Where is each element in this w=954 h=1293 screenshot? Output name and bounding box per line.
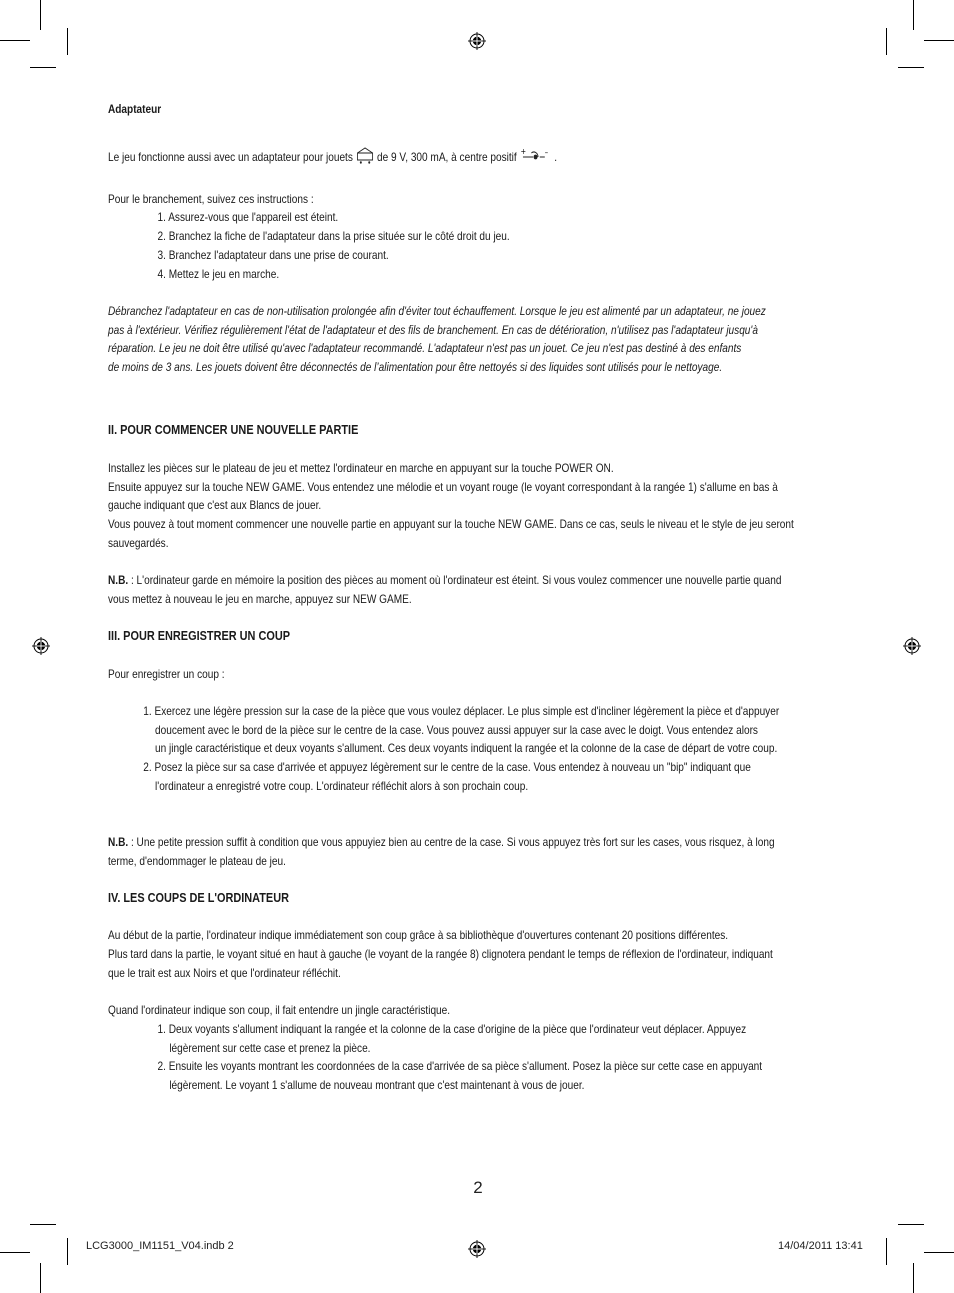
transformer-icon xyxy=(356,145,374,171)
list-item: 1. Assurez-vous que l'appareil est éteint. xyxy=(157,210,339,225)
crop-mark xyxy=(40,1263,41,1293)
paragraph-line: Au début de la partie, l'ordinateur indique immédiatement son coup grâce à sa bibliothèque d'ouvertures contenant 20 positions différentes. xyxy=(108,928,729,943)
paragraph-line: sauvegardés. xyxy=(108,535,169,550)
paragraph-line: Plus tard dans la partie, le voyant situé en haut à gauche (le voyant de la rangée 8) clignotera pendant le temps de réflexion de l'ordinateur, indiquant xyxy=(108,947,773,962)
list-item: 1. Exercez une légère pression sur la case de la pièce que vous voulez déplacer. Le plus simple est d'incliner légèrement la pièce et d'appuyer doucement avec le bord de la pièce sur le centre de la case. Vous pouvez aussi appuyer sur la case avec le doigt. Vous entendez alors un jingle caractéristique et deux voyants s'allument. Ces deux voyants indiquent la rangée et la colonne de la case de départ de votre coup. xyxy=(143,703,780,756)
paragraph-line: Installez les pièces sur le plateau de jeu et mettez l'ordinateur en marche en appuyant sur la touche POWER ON. xyxy=(108,460,614,475)
list-item: 2. Branchez la fiche de l'adaptateur dans la prise située sur le côté droit du jeu. xyxy=(157,229,510,244)
crop-mark xyxy=(913,0,914,30)
paragraph-line: Ensuite appuyez sur la touche NEW GAME. Vous entendez une mélodie et un voyant rouge (le voyant correspondant à la rangée 1) s'allume en bas à xyxy=(108,479,778,494)
registration-mark-icon xyxy=(468,1240,486,1258)
list-item: 4. Mettez le jeu en marche. xyxy=(157,266,280,281)
svg-text:+: + xyxy=(520,148,526,157)
instructions-title: Pour le branchement, suivez ces instructions : xyxy=(108,191,314,206)
note-line: N.B. : L'ordinateur garde en mémoire la position des pièces au moment où l'ordinateur est éteint. Si vous voulez commencer une nouvelle partie quand xyxy=(108,573,782,588)
center-positive-polarity-icon xyxy=(520,148,552,168)
crop-mark xyxy=(30,67,56,68)
section-heading: III. POUR ENREGISTRER UN COUP xyxy=(108,628,291,644)
section-heading: II. POUR COMMENCER UNE NOUVELLE PARTIE xyxy=(108,422,359,438)
registration-mark-icon xyxy=(32,637,50,655)
paragraph-line: gauche indiquant que c'est aux Blancs de jouer. xyxy=(108,498,322,513)
paragraph-line: Quand l'ordinateur indique son coup, il fait entendre un jingle caractéristique. xyxy=(108,1003,451,1018)
list-item: 1. Deux voyants s'allument indiquant la rangée et la colonne de la case d'origine de la pièce que l'ordinateur veut déplacer. Appuyez légèrement sur cette case et prenez la pièce. xyxy=(157,1021,747,1055)
paragraph-line: que le trait est aux Noirs et que l'ordinateur réfléchit. xyxy=(108,965,341,980)
registration-mark-icon xyxy=(468,32,486,50)
crop-mark xyxy=(0,40,30,41)
file-slug: LCG3000_IM1151_V04.indb 2 xyxy=(86,1240,234,1252)
list-item: 2. Posez la pièce sur sa case d'arrivée et appuyez légèrement sur le centre de la case. Vous entendez à nouveau un "bip" indiquant que l'ordinateur a enregistré votre coup. L'ordinateur réfléchit alors à son prochain coup. xyxy=(143,760,751,793)
crop-mark xyxy=(0,1252,30,1253)
note-line: vous mettez à nouveau le jeu en marche, appuyez sur NEW GAME. xyxy=(108,591,412,606)
crop-mark xyxy=(67,28,68,55)
crop-mark xyxy=(898,1224,924,1225)
note-line: N.B. : Une petite pression suffit à condition que vous appuyiez bien au centre de la case. Si vous appuyez très fort sur les cases, vous risquez, à long xyxy=(108,834,775,849)
adapter-title: Adaptateur xyxy=(108,102,162,116)
crop-mark xyxy=(913,1263,914,1293)
timestamp-slug: 14/04/2011 13:41 xyxy=(778,1240,863,1252)
crop-mark xyxy=(40,0,41,30)
list-item: 2. Ensuite les voyants montrant les coordonnées de la case d'arrivée de sa pièce s'allument. Posez la pièce sur cette case en appuyant légèrement. Le voyant 1 s'allume de nouveau montrant que c'est maintenant à vous de jouer. xyxy=(157,1059,763,1092)
warning-line: pas à l'extérieur. Vérifiez régulièrement l'état de l'adaptateur et des fils de branchement. En cas de détérioration, n'utilisez pas l'adaptateur jusqu'à xyxy=(108,322,758,337)
warning-line: Débranchez l'adaptateur en cas de non-utilisation prolongée afin d'éviter tout échauffement. Lorsque le jeu est alimenté par un adaptateur, ne jouez xyxy=(108,303,766,318)
list-item: 3. Branchez l'adaptateur dans une prise de courant. xyxy=(157,247,389,262)
crop-mark xyxy=(898,67,924,68)
warning-line: de moins de 3 ans. Les jouets doivent être déconnectés de l’alimentation pour être nettoyés si des liquides sont utilisés pour le nettoyage. xyxy=(108,360,723,375)
document-body xyxy=(108,100,838,1095)
crop-mark xyxy=(924,40,954,41)
paragraph-line: Pour enregistrer un coup : xyxy=(108,666,225,681)
svg-text:–: – xyxy=(544,148,549,158)
note-label: N.B. xyxy=(108,834,129,849)
crop-mark xyxy=(67,1238,68,1265)
crop-mark xyxy=(30,1224,56,1225)
crop-mark xyxy=(886,1238,887,1265)
paragraph-line: Vous pouvez à tout moment commencer une nouvelle partie en appuyant sur la touche NEW GAME. Dans ce cas, seuls le niveau et le style de jeu seront xyxy=(108,516,794,531)
crop-mark xyxy=(924,1252,954,1253)
adapter-intro: Le jeu fonctionne aussi avec un adaptateur pour jouets de 9 V, 300 mA, à centre positif + – . xyxy=(108,145,838,171)
note-label: N.B. xyxy=(108,573,129,588)
page-number: 2 xyxy=(473,1178,483,1197)
section-heading: IV. LES COUPS DE L'ORDINATEUR xyxy=(108,889,289,905)
crop-mark xyxy=(886,28,887,55)
registration-mark-icon xyxy=(903,637,921,655)
warning-line: réparation. Le jeu ne doit être utilisé qu'avec l'adaptateur recommandé. L'adaptateur n'est pas un jouet. Ce jeu n'est pas destiné à des enfants xyxy=(108,341,742,356)
note-line: terme, d'endommager le plateau de jeu. xyxy=(108,853,286,868)
